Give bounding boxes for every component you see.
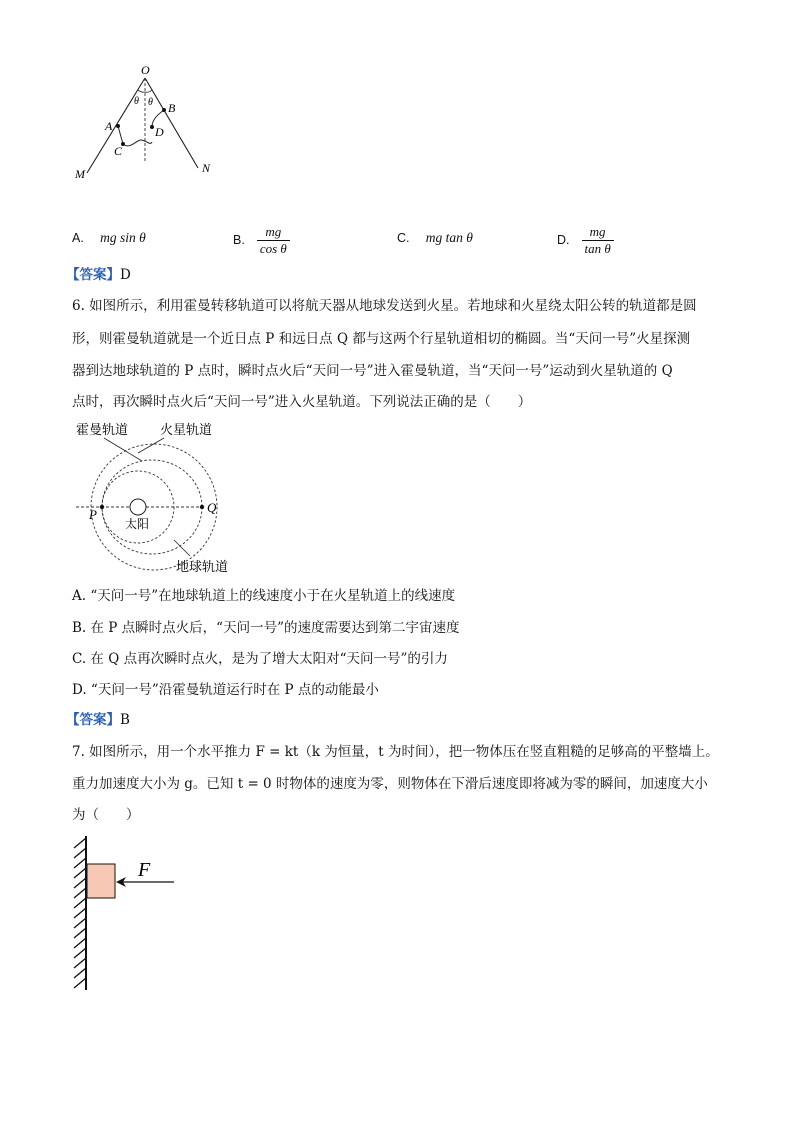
label-B: B	[168, 101, 176, 115]
label-sun: 太阳	[125, 517, 150, 531]
leader-hohmann	[104, 438, 142, 461]
label-earth-orbit: 地球轨道	[176, 559, 229, 574]
q6-option-a: A. “天问一号”在地球轨道上的线速度小于在火星轨道上的线速度	[72, 588, 456, 604]
q6-stem-line-2: 形，则霍曼轨道就是一个近日点 P 和远日点 Q 都与这两个行星轨道相切的椭圆。当“天问一号”火星探测	[72, 331, 691, 347]
q6-stem-line-4: 点时，再次瞬时点火后“天问一号”进入火星轨道。下列说法正确的是（ ）	[72, 394, 532, 410]
q6-stem-line-1: 6. 如图所示，利用霍曼转移轨道可以将航天器从地球发送到火星。若地球和火星绕太阳公转的轨道都是圆	[72, 298, 697, 314]
option-letter: B.	[233, 233, 245, 247]
line-OM	[87, 78, 145, 173]
rope-AC	[118, 126, 123, 144]
fraction	[257, 224, 290, 257]
answer-value: D	[120, 267, 131, 283]
denominator: cos θ	[259, 240, 287, 256]
figure-q6-orbits	[66, 416, 236, 578]
fraction	[582, 224, 614, 257]
angle-arc-right	[145, 90, 152, 92]
label-O: O	[141, 63, 150, 77]
figure-q5-triangle	[60, 60, 240, 190]
sun-icon	[130, 499, 146, 515]
label-mars-orbit: 火星轨道	[160, 422, 213, 437]
q7-stem-line-1: 7. 如图所示，用一个水平推力 F = kt（k 为恒量，t 为时间），把一物体压在竖直粗糙的足够高的平整墙上。	[72, 744, 719, 760]
option-expr: mg sin θ	[100, 230, 146, 245]
q5-option-c	[397, 228, 473, 248]
rope-CD	[123, 140, 152, 146]
answer-value: B	[120, 712, 130, 728]
q5-option-d	[557, 220, 614, 260]
numerator: mg	[257, 224, 290, 241]
option-letter: C.	[397, 231, 410, 245]
label-D: D	[155, 125, 164, 139]
q7-stem-line-2: 重力加速度大小为 g。已知 t = 0 时物体的速度为零，则物体在下滑后速度即将减为零的瞬间，加速度大小	[72, 776, 708, 792]
answer-label: 【答案】	[66, 712, 120, 728]
point-P	[100, 505, 104, 509]
label-P: P	[89, 507, 97, 522]
option-letter: A.	[72, 231, 84, 245]
label-theta-left: θ	[134, 96, 139, 107]
q6-option-d: D. “天问一号”沿霍曼轨道运行时在 P 点的动能最小	[72, 682, 379, 698]
angle-arc-left	[138, 90, 145, 92]
q5-answer	[66, 265, 131, 285]
q6-option-c: C. 在 Q 点再次瞬时点火，是为了增大太阳对“天问一号”的引力	[72, 651, 448, 667]
figure-q7-wall-block	[70, 836, 190, 996]
q5-option-b	[233, 220, 290, 260]
label-A: A	[105, 119, 113, 133]
label-C: C	[114, 144, 123, 158]
answer-label: 【答案】	[66, 267, 120, 283]
block	[87, 864, 115, 898]
option-letter: D.	[557, 233, 570, 247]
label-Q: Q	[207, 500, 217, 515]
q6-answer	[66, 710, 130, 730]
point-A	[116, 124, 120, 128]
q5-option-a	[72, 228, 146, 248]
q6-stem-line-3: 器到达地球轨道的 P 点时，瞬时点火后“天问一号”进入霍曼轨道，当“天问一号”运动到火星轨道的 Q	[72, 363, 673, 379]
denominator: tan θ	[584, 240, 611, 256]
option-expr: mg tan θ	[425, 230, 473, 245]
wall-hatching	[74, 838, 86, 988]
point-B	[162, 108, 166, 112]
q7-stem-line-3: 为（ ）	[72, 807, 140, 823]
label-theta-right: θ	[148, 97, 153, 108]
label-hohmann: 霍曼轨道	[76, 422, 129, 437]
label-M: M	[75, 167, 85, 181]
point-D	[150, 125, 154, 129]
numerator: mg	[582, 224, 614, 241]
label-N: N	[202, 161, 211, 175]
q6-option-b: B. 在 P 点瞬时点火后，“天问一号”的速度需要达到第二宇宙速度	[72, 620, 460, 636]
point-Q	[200, 505, 204, 509]
label-F: F	[138, 859, 151, 881]
